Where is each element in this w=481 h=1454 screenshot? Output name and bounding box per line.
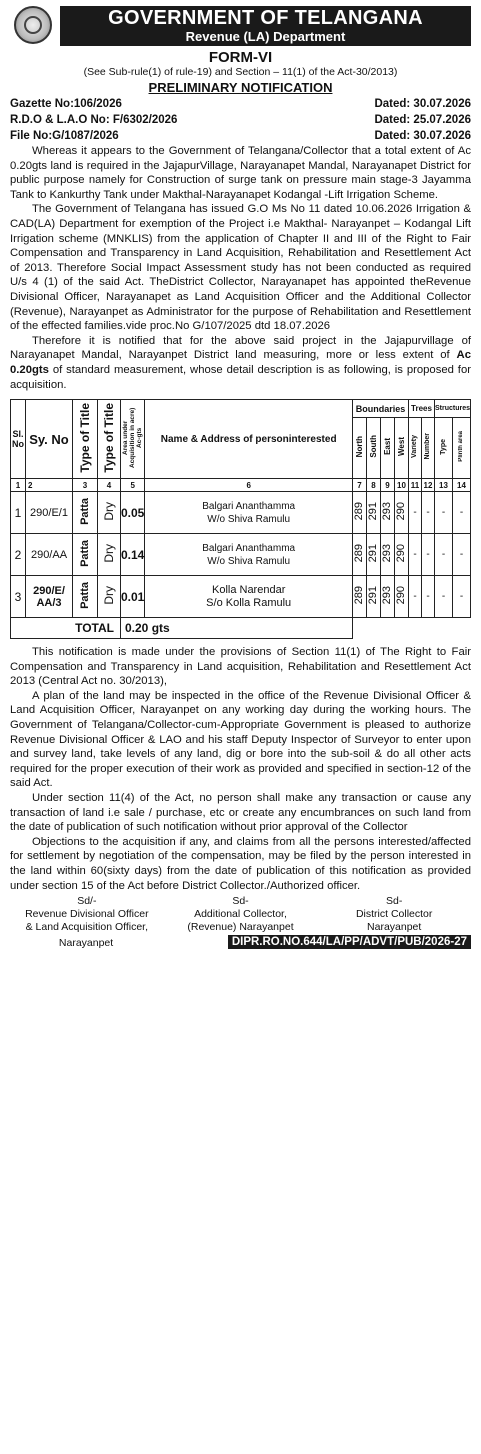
row-east-text: 293 (381, 585, 394, 605)
col-trees: Trees (408, 400, 434, 418)
file-ref (10, 128, 471, 144)
row-north-text: 289 (353, 543, 366, 563)
notification-title: PRELIMINARY NOTIFICATION (148, 80, 333, 95)
paragraph-7: Objections to the acquisition if any, and claims from all the persons interested/affected for settlement by negotiation of the compensation, may be filed by the person interested in the land within 60(sixty days) from the date of publication of this notification as provided under section 15 of the Act before District Collector./Authorized officer. (10, 835, 471, 892)
table-header-row (11, 400, 471, 418)
row-variety: - (408, 576, 421, 618)
row-south-text: 291 (367, 585, 380, 605)
col-num: 9 (380, 479, 394, 492)
table-row (11, 492, 471, 534)
table-row (11, 534, 471, 576)
row-name-2: W/o Shiva Ramulu (207, 555, 291, 567)
col-num: 11 (408, 479, 421, 492)
col-num: 3 (73, 479, 98, 492)
row-area: 0.14 (121, 534, 145, 576)
sub-rule-text: (See Sub-rule(1) of rule-19) and Section – 11(1) of the Act-30/2013) (83, 66, 398, 78)
ro-number-badge: DIPR.RO.NO.644/LA/PP/ADVT/PUB/2026-27 (228, 935, 471, 949)
col-variety (408, 418, 421, 479)
paragraph-6: Under section 11(4) of the Act, no person shall make any transaction or cause any transaction of land i.e sale / purchase, etc or create any encumbrances on such land from the date of publication of such notification without prior approval of the Collector (10, 792, 471, 834)
total-empty (352, 618, 470, 639)
row-west-text: 290 (395, 501, 408, 521)
col-area (121, 400, 145, 479)
rdo-ref (10, 112, 471, 128)
row-north (352, 492, 366, 534)
row-plinth: - (452, 576, 470, 618)
col-type-title (73, 400, 98, 479)
row-north-text: 289 (353, 585, 366, 605)
col-plinth (452, 418, 470, 479)
row-kind-text: Dry (102, 543, 116, 563)
row-north-text: 289 (353, 501, 366, 521)
col-boundaries: Boundaries (352, 400, 408, 418)
gazette-ref (10, 96, 471, 112)
row-variety: - (408, 492, 421, 534)
col-num: 6 (145, 479, 353, 492)
row-east (380, 492, 394, 534)
row-north (352, 534, 366, 576)
col-num: 10 (394, 479, 408, 492)
signature-additional-collector (164, 895, 318, 934)
row-title (73, 576, 98, 618)
row-west (394, 492, 408, 534)
row-sl: 2 (11, 534, 26, 576)
total-label: TOTAL (26, 618, 121, 639)
row-east-text: 293 (381, 543, 394, 563)
telangana-emblem-icon (14, 6, 52, 44)
department-name: Revenue (LA) Department (185, 29, 346, 44)
col-north (352, 418, 366, 479)
row-sy: 290/E/ AA/3 (26, 576, 73, 618)
total-blank (11, 618, 26, 639)
row-sy: 290/E/1 (26, 492, 73, 534)
row-sl: 1 (11, 492, 26, 534)
col-name: Name & Address of personinterested (145, 400, 353, 479)
total-value: 0.20 gts (121, 618, 353, 639)
paragraph-3-text-end: of standard measurement, whose detail description is as following, is proposed for acquisition. (10, 363, 471, 391)
paragraph-5: A plan of the land may be inspected in the office of the Revenue Divisional Officer & Land Acquisition Officer, Narayanpet on any working day during the working hours. The Government of Telangana/Collector-cum-Appropriate Government is pleased to authorize Revenue Divisional Officer & LAO and his staff Deputy Inspector of Surveyor to enter upon and survey land, take levels of any land, dig or bore into the sub-soil & do all other acts required for the proper execution of their work as provided and specified in section-12 of the said Act. (10, 689, 471, 790)
paragraph-4: This notification is made under the provisions of Section 11(1) of The Right to Fair Compensation and Transparency in Land acquisition, Rehabilitation and Resettlement Act 2013 (Central Act no. 30/2013), (10, 646, 471, 688)
row-title (73, 492, 98, 534)
column-number-row (11, 479, 471, 492)
col-area-label: Area under Acquisition in acre) Ac-gts (122, 407, 144, 468)
signatory-line: Additional Collector, (194, 908, 287, 921)
row-south (366, 576, 380, 618)
paragraph-3 (10, 334, 471, 392)
type-label: Type (439, 438, 447, 455)
north-label: North (354, 436, 364, 458)
row-title-text: Patta (79, 539, 91, 567)
paragraph-1: Whereas it appears to the Government of Telangana/Collector that a total extent of Ac 0.20gts land is required in the JajapurVillage, Narayanapet Mandal, Narayanapet District for public purpose namely for Construction of surge tank on pressure main stage-3 Jayamma Tank to Kankurthy Tank under Makthal-Narayanapet Kodangal -Lift Irrigation Scheme. (10, 145, 471, 201)
col-type (434, 418, 452, 479)
row-name (145, 534, 353, 576)
paragraph-3-text: Therefore it is notified that for the above said project in the Jajapurvillage of Narayanapet Mandal, Narayanpet District land measuring, more or less extent of (10, 334, 471, 362)
col-south (366, 418, 380, 479)
row-title (73, 534, 98, 576)
col-num: 2 (26, 479, 73, 492)
signatory-line: Narayanpet (58, 937, 114, 950)
variety-label: Variety (411, 435, 419, 459)
row-kind-text: Dry (102, 585, 116, 605)
number-label: Number (424, 433, 432, 460)
row-kind (98, 492, 121, 534)
ref-number: R.D.O & L.A.O No: F/6302/2026 (10, 114, 178, 126)
row-west (394, 534, 408, 576)
signature-block (10, 895, 471, 934)
table-row (11, 576, 471, 618)
signatory-line: & Land Acquisition Officer, (25, 921, 149, 934)
col-num: 13 (434, 479, 452, 492)
signatory-line: Narayanpet (367, 921, 422, 934)
signature-rdo (10, 895, 164, 934)
total-row (11, 618, 471, 639)
row-type: - (434, 534, 452, 576)
row-sl: 3 (11, 576, 26, 618)
sd-mark: Sd- (232, 895, 249, 908)
col-type-title-label: Type of Title (78, 402, 92, 473)
header (10, 4, 471, 46)
col-sy: Sy. No (26, 400, 73, 479)
notification-page (10, 0, 471, 949)
row-area: 0.01 (121, 576, 145, 618)
ref-number: Gazette No:106/2026 (10, 98, 122, 110)
row-south-text: 291 (367, 501, 380, 521)
south-label: South (368, 435, 378, 459)
form-number: FORM-VI (208, 49, 273, 66)
row-kind (98, 576, 121, 618)
row-name-1: Balgari Ananthamma (202, 542, 296, 554)
row-sy: 290/AA (26, 534, 73, 576)
row-plinth: - (452, 492, 470, 534)
row-west-text: 290 (395, 543, 408, 563)
row-west (394, 576, 408, 618)
col-number (421, 418, 434, 479)
col-structures: Structures (434, 400, 470, 418)
row-south-text: 291 (367, 543, 380, 563)
signature-district-collector (317, 895, 471, 934)
signatory-line: Revenue Divisional Officer (25, 908, 149, 921)
row-kind-text: Dry (102, 501, 116, 521)
row-number: - (421, 492, 434, 534)
reference-block (10, 96, 471, 144)
row-type: - (434, 576, 452, 618)
row-number: - (421, 576, 434, 618)
row-variety: - (408, 534, 421, 576)
col-num: 8 (366, 479, 380, 492)
row-name-1: Balgari Ananthamma (202, 500, 296, 512)
plinth-label: Plinth area (458, 431, 465, 463)
col-num: 5 (121, 479, 145, 492)
row-south (366, 534, 380, 576)
row-west-text: 290 (395, 585, 408, 605)
col-num: 14 (452, 479, 470, 492)
land-schedule-table (10, 399, 471, 639)
col-type-title-2 (98, 400, 121, 479)
footer-row (10, 935, 471, 949)
row-area: 0.05 (121, 492, 145, 534)
row-title-text: Patta (79, 497, 91, 525)
paragraph-2: The Government of Telangana has issued G.O Ms No 11 dated 10.06.2026 Irrigation & CAD(LA) Department for exemption of the Project i.e Makthal- Narayanpet – Kodangal Lift Irrigation scheme (MNKLIS) from the application of Chapter II and III of the Right to Fair Compensation and Transparency in Land Acquisition, Rehabilitation and Resettlement Act of 2013. Therefore Social Impact Assessment study has not been conducted as required U/s 4 (1) of the said Act. TheDistrict Collector, Narayanapet has appointed theRevenue Divisional Officer, Narayanapet as Land Acquisition Officer and the Additional Collector (Revenue), Narayanpet as Administrator for the purpose of Rehabilitation and Resettlement of the effected families.vide proc.No G/107/2025 dtd 18.07.2026 (10, 203, 471, 333)
col-east (380, 418, 394, 479)
row-name-2: S/o Kolla Ramulu (206, 596, 292, 609)
row-type: - (434, 492, 452, 534)
signatory-line: (Revenue) Narayanpet (187, 921, 294, 934)
col-num: 1 (11, 479, 26, 492)
row-kind (98, 534, 121, 576)
row-name-2: W/o Shiva Ramulu (207, 513, 291, 525)
row-name (145, 492, 353, 534)
col-num: 7 (352, 479, 366, 492)
row-south (366, 492, 380, 534)
row-plinth: - (452, 534, 470, 576)
ref-date: Dated: 25.07.2026 (374, 114, 471, 126)
row-east-text: 293 (381, 501, 394, 521)
row-name (145, 576, 353, 618)
sd-mark: Sd- (386, 895, 403, 908)
row-east (380, 576, 394, 618)
paragraph-3-extent: Ac 0.20gts (10, 349, 471, 376)
row-name-1: Kolla Narendar (211, 583, 286, 596)
row-east (380, 534, 394, 576)
west-label: West (396, 437, 406, 457)
col-num: 4 (98, 479, 121, 492)
east-label: East (382, 438, 392, 456)
sd-mark: Sd/- (77, 895, 97, 908)
ref-date: Dated: 30.07.2026 (374, 130, 471, 142)
row-title-text: Patta (79, 581, 91, 609)
government-title: GOVERNMENT OF TELANGANA (108, 7, 423, 29)
ref-number: File No:G/1087/2026 (10, 130, 119, 142)
col-sl: Sl. No (11, 400, 26, 479)
col-num: 12 (421, 479, 434, 492)
col-west (394, 418, 408, 479)
row-number: - (421, 534, 434, 576)
signatory-line: District Collector (355, 908, 433, 921)
ref-date: Dated: 30.07.2026 (374, 98, 471, 110)
col-type-title-2-label: Type of Title (102, 402, 116, 473)
row-north (352, 576, 366, 618)
government-banner (60, 6, 471, 46)
